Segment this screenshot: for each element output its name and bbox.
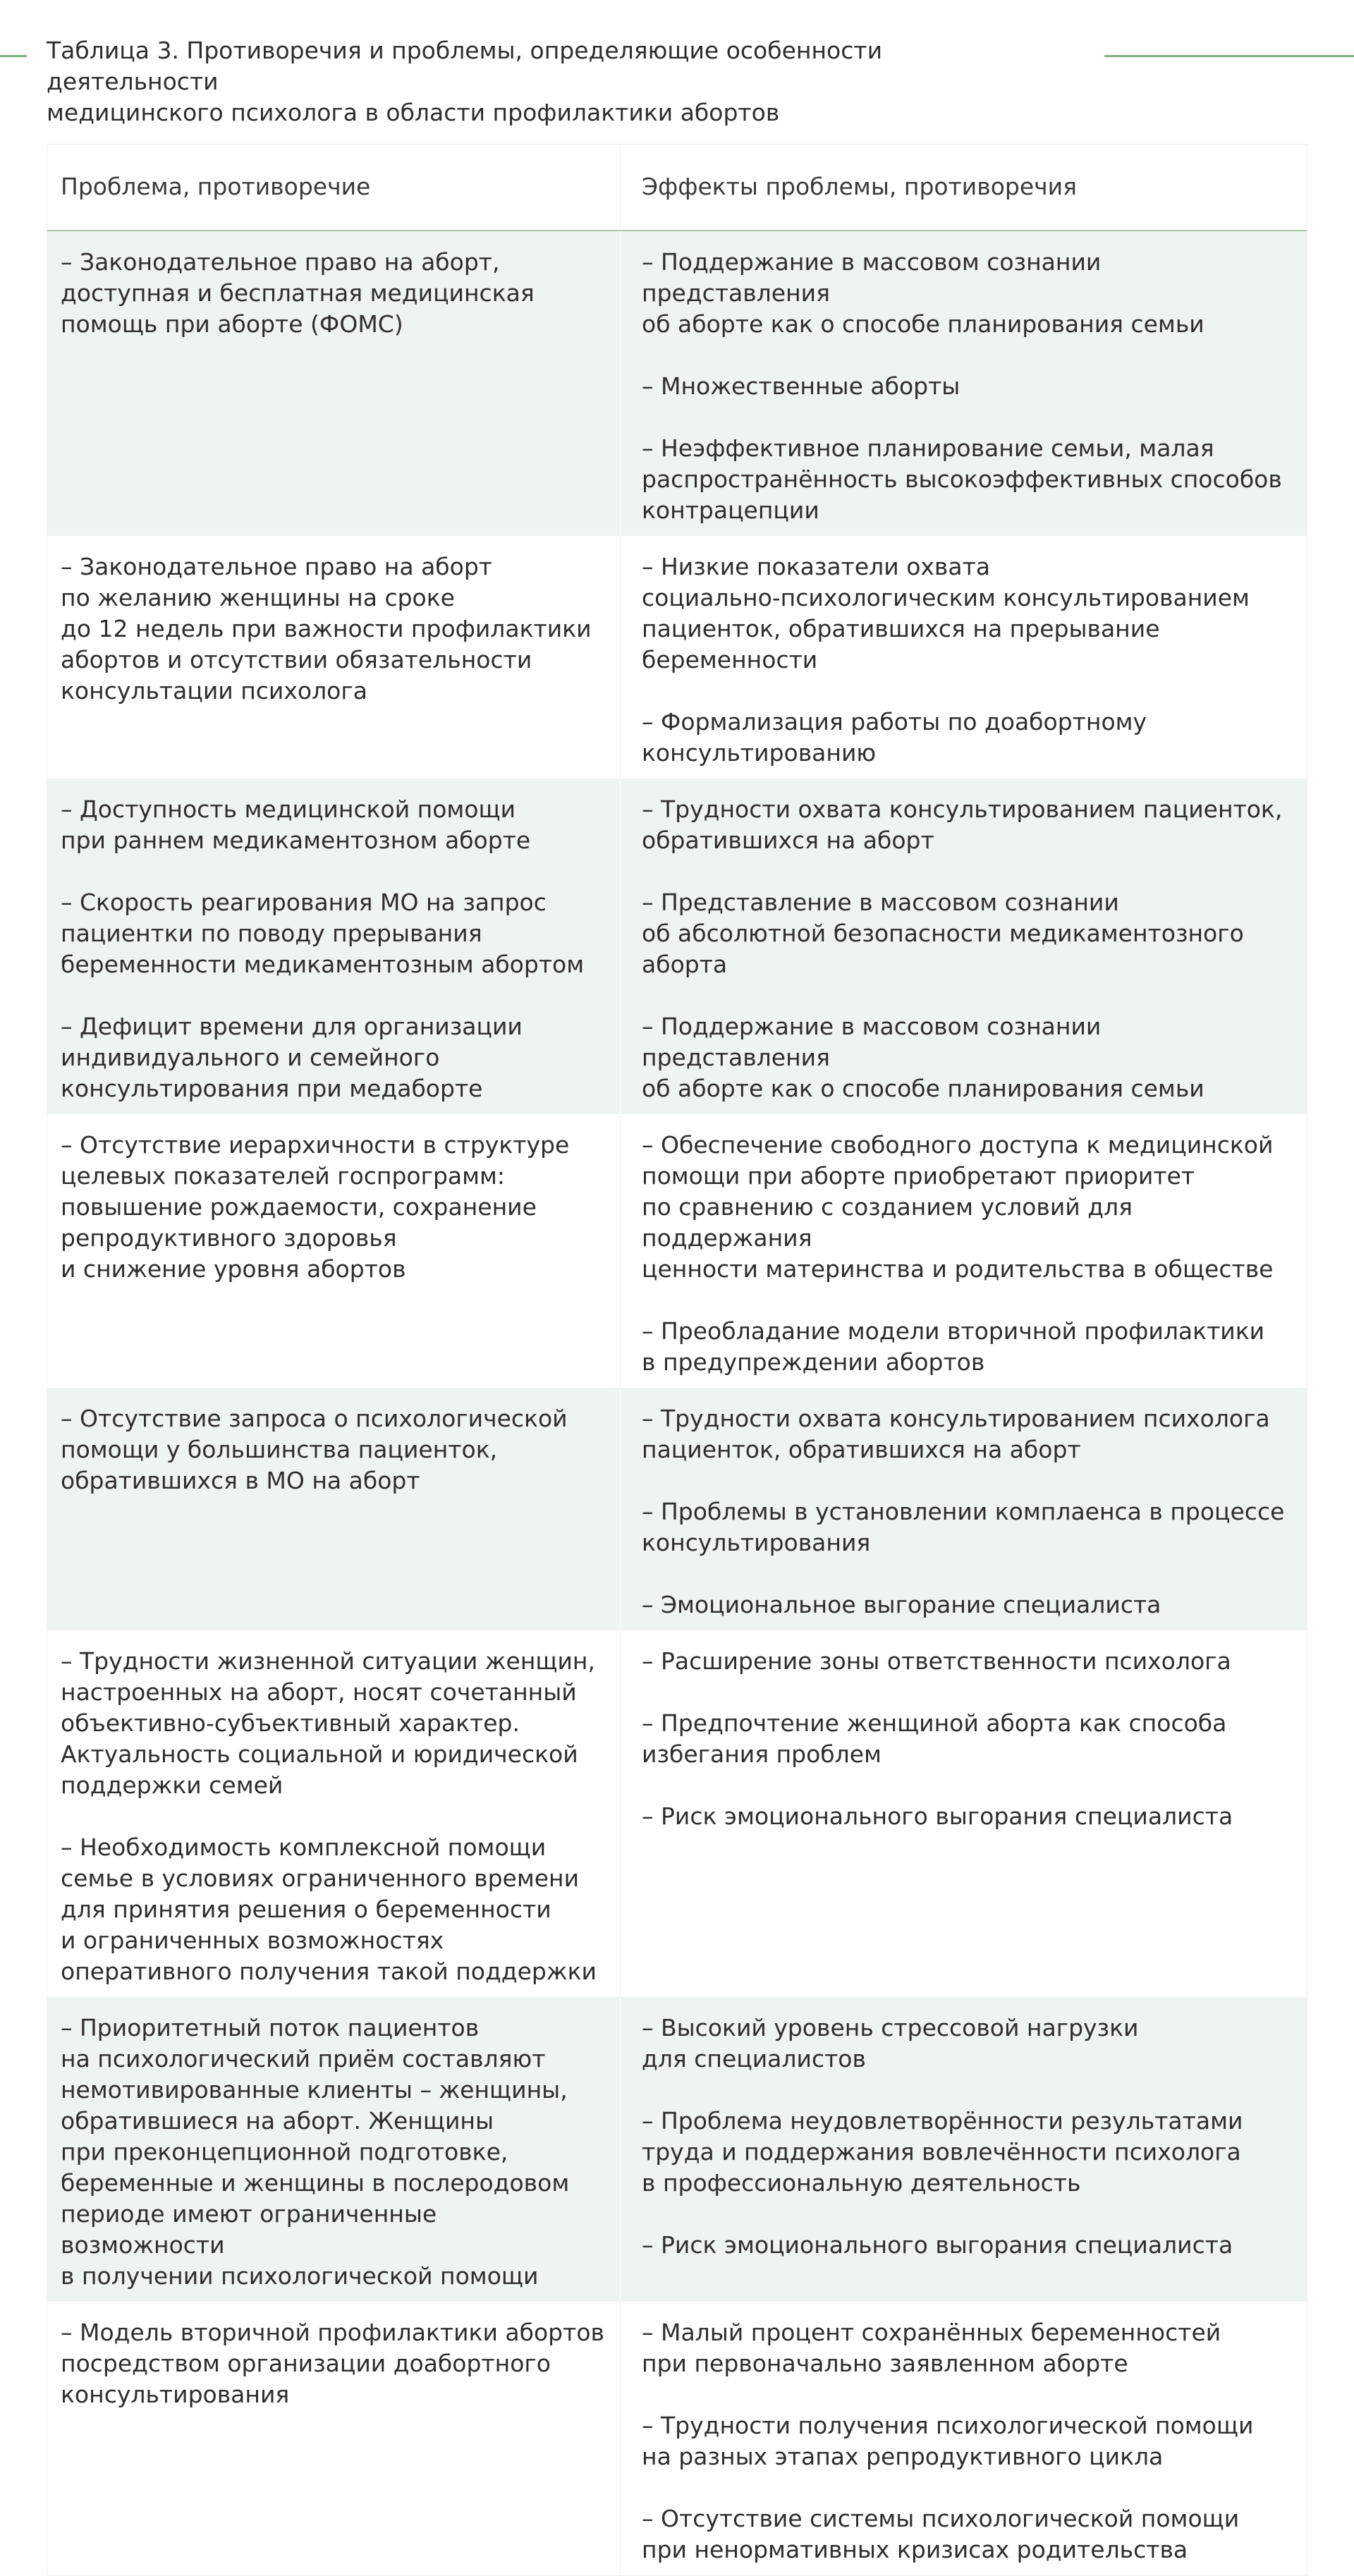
problem-paragraph: – Отсутствие запроса о психологической помощи у большинства пациенток, обратившихся в МО на аборт — [61, 1405, 568, 1494]
effect-paragraph: – Расширение зоны ответственности психолога — [642, 1647, 1231, 1675]
effects-cell — [620, 1630, 1307, 1997]
table-row — [47, 231, 1307, 536]
effect-paragraph: – Эмоциональное выгорание специалиста — [642, 1591, 1161, 1618]
effects-cell — [620, 536, 1307, 779]
effects-cell — [620, 1388, 1307, 1630]
effects-cell — [620, 1114, 1307, 1388]
problem-paragraph: – Законодательное право на аборт, доступная и бесплатная медицинская помощь при аборте (ФОМС) — [61, 248, 535, 338]
caption-rule-left — [0, 55, 27, 57]
effect-paragraph: – Риск эмоционального выгорания специалиста — [642, 2231, 1233, 2259]
problem-paragraph: – Необходимость комплексной помощи семье в условиях ограниченного времени для принятия решения о беременности и ограниченных возможностях оперативного получения такой поддержки — [61, 1833, 597, 1985]
effect-paragraph: – Высокий уровень стрессовой нагрузки для специалистов — [642, 2014, 1139, 2073]
problem-cell — [47, 231, 620, 536]
table-caption — [47, 35, 1055, 128]
table-caption-line-2: медицинского психолога в области профилактики абортов — [47, 99, 780, 126]
header-effects: Эффекты проблемы, противоречия — [620, 145, 1307, 230]
table-row — [47, 1388, 1307, 1630]
table-row — [47, 536, 1307, 779]
effect-paragraph: – Множественные аборты — [642, 372, 960, 400]
table-row — [47, 779, 1307, 1114]
effect-paragraph: – Отсутствие системы психологической помощи при ненормативных кризисах родительства — [642, 2505, 1240, 2563]
header-problem: Проблема, противоречие — [61, 173, 371, 200]
effect-paragraph: – Формализация работы по доабортному консультированию — [642, 708, 1147, 767]
table-header-row — [47, 144, 1307, 231]
effect-paragraph: – Трудности получения психологической помощи на разных этапах репродуктивного цикла — [642, 2412, 1254, 2470]
effects-cell — [620, 779, 1307, 1114]
effect-paragraph: – Поддержание в массовом сознании представления об аборте как о способе планирования семьи — [642, 1013, 1204, 1102]
effect-paragraph: – Обеспечение свободного доступа к медицинской помощи при аборте приобретают приоритет по сравнению с созданием условий для поддержания ценности материнства и родительства в обществе — [642, 1131, 1274, 1283]
table-row — [47, 2302, 1307, 2575]
problem-cell — [47, 1630, 620, 1997]
problem-cell — [47, 2302, 620, 2575]
effects-cell — [620, 231, 1307, 536]
problem-paragraph: – Законодательное право на аборт по желанию женщины на сроке до 12 недель при важности профилактики абортов и отсутствии обязательности консультации психолога — [61, 553, 592, 704]
effect-paragraph: – Низкие показатели охвата социально-психологическим консультированием пациенток, обратившихся на прерывание беременности — [642, 553, 1250, 673]
problem-cell — [47, 1114, 620, 1388]
problem-cell — [47, 1388, 620, 1630]
effects-cell — [620, 1997, 1307, 2302]
caption-rule-right — [1104, 55, 1354, 57]
effect-paragraph: – Трудности охвата консультированием психолога пациенток, обратившихся на аборт — [642, 1405, 1270, 1463]
table-row — [47, 1114, 1307, 1388]
effect-paragraph: – Малый процент сохранённых беременностей при первоначально заявленном аборте — [642, 2319, 1221, 2377]
effect-paragraph: – Предпочтение женщиной аборта как способа избегания проблем — [642, 1709, 1227, 1768]
effect-paragraph: – Проблемы в установлении комплаенса в процессе консультирования — [642, 1498, 1285, 1556]
problem-paragraph: – Доступность медицинской помощи при раннем медикаментозном аборте — [61, 795, 531, 854]
problem-cell — [47, 1997, 620, 2302]
table-caption-line-1: Таблица 3. Противоречия и проблемы, определяющие особенности деятельности — [47, 37, 883, 95]
table-body — [47, 231, 1307, 2575]
effect-paragraph: – Риск эмоционального выгорания специалиста — [642, 1802, 1233, 1830]
effect-paragraph: – Преобладание модели вторичной профилактики в предупреждении абортов — [642, 1317, 1265, 1376]
problems-table — [47, 144, 1307, 2576]
effects-cell — [620, 2302, 1307, 2575]
effect-paragraph: – Неэффективное планирование семьи, малая распространённость высокоэффективных способов контрацепции — [642, 434, 1282, 524]
effect-paragraph: – Поддержание в массовом сознании представления об аборте как о способе планирования семьи — [642, 248, 1204, 338]
problem-paragraph: – Приоритетный поток пациентов на психологический приём составляют немотивированные клиенты – женщины, обратившиеся на аборт. Женщины при преконцепционной подготовке, беременные и женщины в послеродовом периоде имеют ограниченные возможности в получении психологической помощи — [61, 2014, 570, 2290]
problem-paragraph: – Скорость реагирования МО на запрос пациентки по поводу прерывания беременности медикаментозным абортом — [61, 889, 585, 978]
problem-paragraph: – Отсутствие иерархичности в структуре целевых показателей госпрограмм: повышение рождаемости, сохранение репродуктивного здоровья и снижение уровня абортов — [61, 1131, 570, 1283]
problem-paragraph: – Трудности жизненной ситуации женщин, настроенных на аборт, носят сочетанный объективно-субъективный характер. Актуальность социальной и юридической поддержки семей — [61, 1647, 596, 1799]
problem-paragraph: – Дефицит времени для организации индивидуального и семейного консультирования при медаборте — [61, 1013, 523, 1102]
effect-paragraph: – Трудности охвата консультированием пациенток, обратившихся на аборт — [642, 795, 1283, 854]
problem-cell — [47, 779, 620, 1114]
effect-paragraph: – Проблема неудовлетворённости результатами труда и поддержания вовлечённости психолога в профессиональную деятельность — [642, 2107, 1243, 2197]
table-row — [47, 1630, 1307, 1997]
problem-paragraph: – Модель вторичной профилактики абортов посредством организации доабортного консультирования — [61, 2319, 604, 2408]
effect-paragraph: – Представление в массовом сознании об абсолютной безопасности медикаментозного аборта — [642, 889, 1244, 978]
table-row — [47, 1997, 1307, 2302]
problem-cell — [47, 536, 620, 779]
